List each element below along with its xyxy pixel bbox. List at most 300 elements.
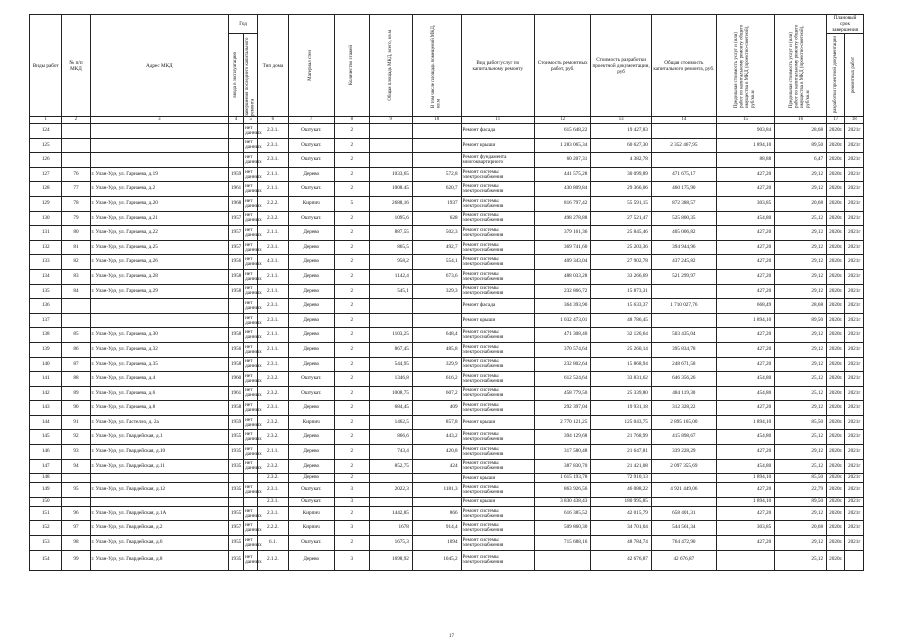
floors: 2: [335, 313, 370, 328]
work-cost: 816 797,42: [535, 196, 591, 211]
limit-cost-2: 85,50: [775, 415, 827, 430]
deadline-works: 2021г: [845, 182, 864, 197]
year-last-repair: нет данных: [244, 240, 258, 255]
deadline-works: 2021г: [845, 255, 864, 270]
row-index: 132: [30, 240, 62, 255]
mkd-number: 89: [62, 386, 90, 401]
design-cost: 21 647,81: [591, 445, 652, 460]
deadline-works: 2021г: [845, 196, 864, 211]
year-commissioned: 1935: [229, 459, 244, 474]
total-cost: 339 228,29: [651, 445, 716, 460]
floors: 2: [335, 459, 370, 474]
work-type: Ремонт системы электроснабжения: [461, 386, 535, 401]
address-cell: г. Улан-Удэ, ул. Гарнаева, д.21: [90, 211, 228, 226]
mkd-number: 91: [62, 415, 90, 430]
floors: 3: [335, 521, 370, 536]
year-commissioned: 1956: [229, 342, 244, 357]
wall-material: Дерево: [288, 255, 335, 270]
work-type: Ремонт системы электроснабжения: [461, 357, 535, 372]
design-cost: 19 427,83: [591, 124, 652, 139]
work-type: Ремонт системы электроснабжения: [461, 226, 535, 241]
mkd-number: [62, 299, 90, 314]
wall-material: Оштукат.: [288, 124, 335, 139]
design-cost: 42 676,87: [591, 550, 652, 570]
row-index: 137: [30, 313, 62, 328]
table-row: [30, 226, 864, 241]
year-last-repair: нет данных: [244, 386, 258, 401]
total-area: 1033,65: [369, 167, 412, 182]
deadline-design: 2020г.: [827, 284, 845, 299]
total-area: 1095,6: [369, 211, 412, 226]
year-last-repair: нет данных: [244, 372, 258, 387]
limit-cost-2: 25,12: [775, 372, 827, 387]
work-type: Ремонт системы электроснабжения: [461, 196, 535, 211]
deadline-works: [845, 550, 864, 570]
wall-material: Дерево: [288, 313, 335, 328]
column-number: 6: [258, 117, 288, 124]
year-last-repair: нет данных: [244, 401, 258, 416]
limit-cost-1: 1 894,10: [716, 138, 774, 153]
deadline-design: 2020г.: [827, 536, 845, 551]
work-type: Ремонт системы электроснабжения: [461, 240, 535, 255]
limit-cost-1: 427,20: [716, 182, 774, 197]
design-cost: 21 768,99: [591, 430, 652, 445]
mkd-number: 95: [62, 483, 90, 498]
design-cost: 30 099,89: [591, 167, 652, 182]
year-last-repair: нет данных: [244, 313, 258, 328]
year-commissioned: [229, 313, 244, 328]
total-area: 684,45: [369, 401, 412, 416]
table-row: [30, 284, 864, 299]
row-index: 141: [30, 372, 62, 387]
house-type: 2.1.2.: [258, 550, 288, 570]
premises-area: 1181,3: [412, 483, 461, 498]
year-commissioned: [229, 124, 244, 139]
work-type: Ремонт системы электроснабжения: [461, 430, 535, 445]
work-type: Ремонт системы электроснабжения: [461, 269, 535, 284]
deadline-works: 2021г: [845, 459, 864, 474]
document-sheet: [29, 14, 864, 571]
year-last-repair: нет данных: [244, 211, 258, 226]
design-cost: 34 701,04: [591, 521, 652, 536]
premises-area: 329,3: [412, 284, 461, 299]
table-row: [30, 313, 864, 328]
design-cost: 55 591,15: [591, 196, 652, 211]
column-number: 15: [716, 117, 774, 124]
column-number: 4: [229, 117, 244, 124]
col-deadline-group: Плановый срок завершения: [827, 15, 864, 34]
floors: 3: [335, 497, 370, 506]
total-area: 887,55: [369, 226, 412, 241]
work-cost: 430 809,84: [535, 182, 591, 197]
floors: 2: [335, 211, 370, 226]
work-cost: 364 393,90: [535, 299, 591, 314]
limit-cost-1: 427,20: [716, 483, 774, 498]
mkd-number: 87: [62, 357, 90, 372]
total-area: 2022,3: [369, 483, 412, 498]
wall-material: Дерево: [288, 284, 335, 299]
row-index: 146: [30, 445, 62, 460]
year-commissioned: 1957: [229, 240, 244, 255]
wall-material: Дерево: [288, 342, 335, 357]
limit-cost-2: 29,12: [775, 284, 827, 299]
col-limit-cost-2: Предельная стоимость услуг и (или) работ по капитальному ремонту общего имущества в МКД (проектно-сметной), руб/кв.м: [775, 15, 827, 117]
column-number: 3: [90, 117, 228, 124]
col-address: Адрес МКД: [90, 15, 228, 117]
total-cost: 394 944,96: [651, 240, 716, 255]
year-commissioned: [229, 138, 244, 153]
house-type: 2.3.2.: [258, 415, 288, 430]
mkd-number: 96: [62, 506, 90, 521]
total-cost: [651, 474, 716, 483]
limit-cost-2: 29,12: [775, 269, 827, 284]
premises-area: 1094: [412, 536, 461, 551]
limit-cost-1: 454,80: [716, 459, 774, 474]
total-cost: 437 245,82: [651, 255, 716, 270]
work-cost: 509 860,30: [535, 521, 591, 536]
address-cell: г. Улан-Удэ, ул. Гарнаева, д.25: [90, 240, 228, 255]
address-cell: г. Улан-Удэ, ул. Гастелло, д. 2а: [90, 415, 228, 430]
total-area: 1678: [369, 521, 412, 536]
col-deadline-design: разработки проектной документации: [827, 34, 845, 117]
deadline-works: 2021г: [845, 386, 864, 401]
col-total-cost: Общая стоимость капитального ремонта, руб.: [651, 15, 716, 117]
deadline-works: 2021г: [845, 211, 864, 226]
work-type: Ремонт крыши: [461, 415, 535, 430]
year-commissioned: [229, 497, 244, 506]
limit-cost-2: 20,68: [775, 196, 827, 211]
table-row: [30, 328, 864, 343]
limit-cost-1: 1 894,10: [716, 497, 774, 506]
work-cost: 458 779,50: [535, 386, 591, 401]
total-cost: 460 175,90: [651, 182, 716, 197]
col-limit-cost-1: Предельная стоимость услуг и (или) работ по капитальному ремонту общего имущества в МКД (проектно-сметной), руб/кв.м: [716, 15, 774, 117]
table-row: [30, 255, 864, 270]
house-type: 2.3.1.: [258, 483, 288, 498]
mkd-number: 83: [62, 269, 90, 284]
deadline-design: 2020г.: [827, 459, 845, 474]
mkd-number: 98: [62, 536, 90, 551]
address-cell: г. Улан-Удэ, ул. Гарнаева, д.8: [90, 401, 228, 416]
total-cost: 646 356,26: [651, 372, 716, 387]
address-cell: г. Улан-Удэ, ул. Гарнаева, д.4: [90, 372, 228, 387]
address-cell: г. Улан-Удэ, ул. Гарнаева, д.26: [90, 255, 228, 270]
mkd-number: 80: [62, 226, 90, 241]
total-cost: 471 675,17: [651, 167, 716, 182]
design-cost: 19 931,18: [591, 401, 652, 416]
design-cost: 21 421,08: [591, 459, 652, 474]
floors: 2: [335, 153, 370, 168]
deadline-works: 2021г: [845, 240, 864, 255]
house-type: 4.3.1.: [258, 255, 288, 270]
mkd-number: 84: [62, 284, 90, 299]
work-cost: 409 343,04: [535, 255, 591, 270]
work-cost: 615 648,22: [535, 124, 591, 139]
deadline-works: 2021г: [845, 474, 864, 483]
total-area: 866,6: [369, 430, 412, 445]
col-deadline-works: ремонтных работ: [845, 34, 864, 117]
year-commissioned: 1959: [229, 167, 244, 182]
design-cost: 48 786,45: [591, 313, 652, 328]
work-cost: 387 830,70: [535, 459, 591, 474]
house-type: 2.3.1.: [258, 506, 288, 521]
total-area: 1008,75: [369, 386, 412, 401]
year-commissioned: 1961: [229, 386, 244, 401]
limit-cost-1: 427,20: [716, 167, 774, 182]
limit-cost-1: 903,84: [716, 124, 774, 139]
total-cost: 525 800,35: [651, 211, 716, 226]
limit-cost-2: 29,12: [775, 328, 827, 343]
floors: 2: [335, 299, 370, 314]
deadline-works: 2021г: [845, 415, 864, 430]
deadline-design: 2020г.: [827, 211, 845, 226]
deadline-design: 2020г.: [827, 497, 845, 506]
floors: 2: [335, 372, 370, 387]
floors: 2: [335, 357, 370, 372]
table-row: [30, 124, 864, 139]
limit-cost-1: 427,20: [716, 240, 774, 255]
house-type: 2.3.1.: [258, 240, 288, 255]
premises-area: 1045,2: [412, 550, 461, 570]
total-cost: [651, 284, 716, 299]
address-cell: г. Улан-Удэ, ул. Гарнаева, д.22: [90, 226, 228, 241]
total-area: 1698,92: [369, 550, 412, 570]
total-cost: 764 472,90: [651, 536, 716, 551]
column-number: 13: [591, 117, 652, 124]
col-year-commissioned: ввода в эксплуатацию: [229, 34, 244, 117]
deadline-works: 2021г: [845, 357, 864, 372]
year-last-repair: нет данных: [244, 415, 258, 430]
work-type: Ремонт системы электроснабжения: [461, 372, 535, 387]
floors: 2: [335, 506, 370, 521]
address-cell: [90, 138, 228, 153]
address-cell: г. Улан-Удэ, ул. Гвардейская, д.1: [90, 430, 228, 445]
house-type: 2.1.1.: [258, 284, 288, 299]
year-commissioned: [229, 474, 244, 483]
design-cost: 33 831,62: [591, 372, 652, 387]
mkd-number: 76: [62, 167, 90, 182]
row-index: 135: [30, 284, 62, 299]
deadline-design: 2020г.: [827, 124, 845, 139]
col-wall-material: Материал стен: [288, 15, 335, 117]
work-cost: 60 207,31: [535, 153, 591, 168]
address-cell: г. Улан-Удэ, ул. Гвардейская, д.2: [90, 521, 228, 536]
address-cell: [90, 153, 228, 168]
limit-cost-2: 28,68: [775, 124, 827, 139]
house-type: 2.3.1.: [258, 357, 288, 372]
wall-material: Оштукат.: [288, 536, 335, 551]
address-cell: г. Улан-Удэ, ул. Гарнаева, д.30: [90, 328, 228, 343]
limit-cost-2: 89,50: [775, 497, 827, 506]
col-design-cost: Стоимость разработки проектной документации, руб: [591, 15, 652, 117]
work-cost: 369 741,60: [535, 240, 591, 255]
year-last-repair: нет данных: [244, 328, 258, 343]
row-index: 139: [30, 342, 62, 357]
row-index: 145: [30, 430, 62, 445]
address-cell: [90, 124, 228, 139]
wall-material: Дерево: [288, 299, 335, 314]
total-cost: 484 119,30: [651, 386, 716, 401]
wall-material: Оштукат.: [288, 138, 335, 153]
row-index: 124: [30, 124, 62, 139]
premises-area: 857,8: [412, 415, 461, 430]
address-cell: г. Улан-Удэ, ул. Гвардейская, д.11: [90, 459, 228, 474]
limit-cost-2: 29,12: [775, 536, 827, 551]
limit-cost-1: 427,20: [716, 536, 774, 551]
total-cost: [651, 313, 716, 328]
row-index: 150: [30, 497, 62, 506]
address-cell: г. Улан-Удэ, ул. Гвардейская, д.6: [90, 536, 228, 551]
table-row: [30, 211, 864, 226]
house-type: 2.3.2.: [258, 211, 288, 226]
limit-cost-1: 454,80: [716, 430, 774, 445]
row-index: 134: [30, 269, 62, 284]
work-cost: 292 397,04: [535, 401, 591, 416]
year-last-repair: нет данных: [244, 153, 258, 168]
column-number: 8: [335, 117, 370, 124]
col-premises-area: В том числе площадь помещений МКД, кв.м: [412, 15, 461, 117]
deadline-works: 2021г: [845, 226, 864, 241]
premises-area: 866: [412, 506, 461, 521]
total-cost: 248 671,58: [651, 357, 716, 372]
table-row: [30, 506, 864, 521]
house-type: 2.3.2.: [258, 386, 288, 401]
row-index: 128: [30, 182, 62, 197]
total-area: 2688,16: [369, 196, 412, 211]
year-last-repair: нет данных: [244, 459, 258, 474]
total-area: [369, 153, 412, 168]
year-last-repair: нет данных: [244, 430, 258, 445]
deadline-design: 2020г.: [827, 240, 845, 255]
premises-area: 616,2: [412, 372, 461, 387]
design-cost: 48 784,74: [591, 536, 652, 551]
table-row: [30, 269, 864, 284]
work-type: Ремонт системы электроснабжения: [461, 550, 535, 570]
wall-material: Дерево: [288, 357, 335, 372]
limit-cost-1: 427,20: [716, 255, 774, 270]
year-last-repair: нет данных: [244, 255, 258, 270]
limit-cost-2: 89,50: [775, 313, 827, 328]
address-cell: г. Улан-Удэ, ул. Гарнаева, д.35: [90, 357, 228, 372]
total-cost: 2 352 467,95: [651, 138, 716, 153]
year-last-repair: нет данных: [244, 445, 258, 460]
design-cost: 27 521,47: [591, 211, 652, 226]
work-cost: 616 385,52: [535, 506, 591, 521]
column-number: 2: [62, 117, 90, 124]
total-area: 1675,3: [369, 536, 412, 551]
table-row: [30, 445, 864, 460]
mkd-number: 86: [62, 342, 90, 357]
limit-cost-1: 88,88: [716, 153, 774, 168]
deadline-works: 2021г: [845, 430, 864, 445]
limit-cost-2: 29,12: [775, 240, 827, 255]
year-last-repair: [244, 474, 258, 483]
year-commissioned: 1958: [229, 269, 244, 284]
work-type: Ремонт системы электроснабжения: [461, 328, 535, 343]
mkd-number: 92: [62, 430, 90, 445]
address-cell: г. Улан-Удэ, ул. Гвардейская, д.10: [90, 445, 228, 460]
house-type: 2.3.2.: [258, 372, 288, 387]
limit-cost-2: 28,68: [775, 299, 827, 314]
total-cost: 1 710 027,76: [651, 299, 716, 314]
total-area: [369, 474, 412, 483]
table-row: [30, 536, 864, 551]
design-cost: 33 266,69: [591, 269, 652, 284]
year-last-repair: нет данных: [244, 506, 258, 521]
address-cell: [90, 299, 228, 314]
year-commissioned: 1935: [229, 445, 244, 460]
work-type: Ремонт системы электроснабжения: [461, 211, 535, 226]
deadline-design: 2020г.: [827, 153, 845, 168]
floors: 2: [335, 328, 370, 343]
year-last-repair: нет данных: [244, 550, 258, 570]
mkd-number: 88: [62, 372, 90, 387]
total-area: [369, 138, 412, 153]
total-area: 958,2: [369, 255, 412, 270]
table-row: [30, 386, 864, 401]
total-cost: [651, 153, 716, 168]
table-row: [30, 342, 864, 357]
premises-area: [412, 153, 461, 168]
premises-area: 492,7: [412, 240, 461, 255]
premises-area: 620,7: [412, 182, 461, 197]
address-cell: г. Улан-Удэ, ул. Гарнаева, д.20: [90, 196, 228, 211]
total-area: [369, 299, 412, 314]
work-type: Ремонт системы электроснабжения: [461, 255, 535, 270]
wall-material: Дерево: [288, 430, 335, 445]
premises-area: 607,2: [412, 386, 461, 401]
design-cost: 46 088,22: [591, 483, 652, 498]
mkd-number: 90: [62, 401, 90, 416]
wall-material: Оштукат.: [288, 497, 335, 506]
limit-cost-1: 427,20: [716, 506, 774, 521]
wall-material: Оштукат.: [288, 211, 335, 226]
deadline-design: 2020г.: [827, 342, 845, 357]
house-type: 2.1.1.: [258, 167, 288, 182]
house-type: 2.3.1.: [258, 153, 288, 168]
mkd-number: [62, 153, 90, 168]
limit-cost-2: 25,12: [775, 550, 827, 570]
column-number: 17: [827, 117, 845, 124]
floors: 2: [335, 167, 370, 182]
deadline-works: 2021г: [845, 445, 864, 460]
work-type: Ремонт системы электроснабжения: [461, 445, 535, 460]
column-number: 10: [412, 117, 461, 124]
year-last-repair: нет данных: [244, 167, 258, 182]
wall-material: Дерево: [288, 226, 335, 241]
work-type: Ремонт системы электроснабжения: [461, 167, 535, 182]
work-cost: 370 574,64: [535, 342, 591, 357]
house-type: 2.3.2.: [258, 459, 288, 474]
column-number-row: [30, 117, 864, 124]
total-area: 1442,85: [369, 506, 412, 521]
house-type: 2.1.1.: [258, 269, 288, 284]
year-commissioned: [229, 299, 244, 314]
deadline-works: 2021г: [845, 313, 864, 328]
row-index: 154: [30, 550, 62, 570]
col-work-cost: Стоимость ремонтных работ, руб.: [535, 15, 591, 117]
table-row: [30, 415, 864, 430]
mkd-number: [62, 138, 90, 153]
wall-material: Оштукат.: [288, 386, 335, 401]
column-number: 18: [845, 117, 864, 124]
deadline-design: 2020г.: [827, 299, 845, 314]
total-cost: 312 328,22: [651, 401, 716, 416]
col-vid-rabot: Виды работ: [30, 15, 62, 117]
column-number: 14: [651, 117, 716, 124]
year-commissioned: 1958: [229, 328, 244, 343]
wall-material: Оштукат.: [288, 153, 335, 168]
